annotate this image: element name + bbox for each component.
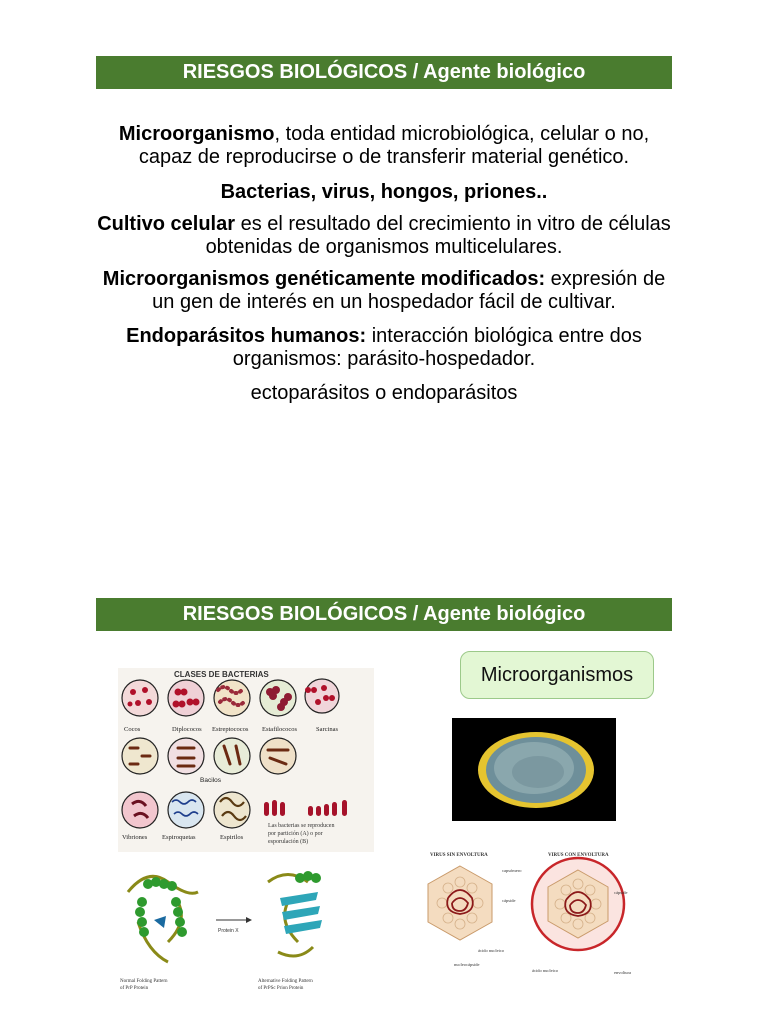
- virus-structure-figure: [418, 848, 650, 984]
- label-espiroquetas: Espiroquetas: [162, 834, 196, 841]
- bacteria-classes-drawing: [118, 668, 374, 852]
- term-endoparasitos: Endoparásitos humanos:: [126, 325, 367, 347]
- label-cocos: Cocos: [124, 726, 141, 733]
- normal-caption-line1: Normal Folding Pattern: [120, 979, 168, 984]
- normal-caption-line2: of PrP Protein: [120, 986, 149, 991]
- label-bacilos: Bacilos: [200, 777, 221, 784]
- paragraph-microorganismo: Microorganismo, toda entidad microbiológica, celular o no, capaz de reproducirse o de transferir material genético.: [118, 123, 650, 168]
- prion-protein-figure: [118, 862, 356, 998]
- virus-label-envoltura: envoltura: [614, 970, 631, 975]
- protein-x-label: Protein X: [218, 928, 239, 934]
- reproduction-note-line1: Las bacterias se reproducen: [268, 823, 335, 829]
- paragraph-ecto-endo: ectoparásitos o endoparásitos: [250, 382, 518, 404]
- term-omg: Microorganismos genéticamente modificados:: [102, 268, 546, 290]
- bacteria-title: CLASES DE BACTERIAS: [174, 670, 269, 679]
- paragraph-agentes: [20, 181, 748, 204]
- label-diplococos: Diplococos: [172, 726, 202, 733]
- label-espirilos: Espirilos: [220, 834, 244, 841]
- label-vibriones: Vibriones: [122, 834, 148, 841]
- term-cultivo-celular: Cultivo celular: [97, 213, 236, 235]
- virus-label-capside-2: cápside: [614, 890, 628, 895]
- bacteria-classes-figure: [118, 668, 374, 852]
- label-sarcinas: Sarcinas: [316, 726, 339, 733]
- paragraph-endoparasitos: Endoparásitos humanos: interacción biológica entre dos organismos: parásito-hospedador.: [126, 325, 642, 370]
- label-estafilococos: Estafilococos: [262, 726, 298, 733]
- moldy-lemon-image: [452, 718, 616, 821]
- virus-label-nucleocapside: nucleocápside: [454, 962, 480, 967]
- paragraph-cultivo-celular: Cultivo celular es el resultado del crecimiento in vitro de células obtenidas de organismos multicelulares.: [97, 213, 671, 258]
- slide1-banner: RIESGOS BIOLÓGICOS / Agente biológico: [96, 56, 672, 89]
- term-microorganismo: Microorganismo: [118, 123, 275, 145]
- virus-title-left: VIRUS SIN ENVOLTURA: [430, 853, 488, 858]
- virus-title-right: VIRUS CON ENVOLTURA: [548, 853, 609, 858]
- prion-caption-line1: Alternative Folding Pattern: [258, 979, 313, 984]
- microorganismos-box: Microorganismos: [460, 651, 654, 699]
- paragraph-omg: Microorganismos genéticamente modificados: expresión de un gen de interés en un hospedador fácil de cultivar.: [102, 268, 666, 313]
- reproduction-note-line3: esporulación (B): [268, 839, 309, 845]
- virus-label-acido-nucleico-2: ácido nucleico: [532, 968, 559, 973]
- reproduction-note-line2: por partición (A) o por: [268, 831, 323, 837]
- term-agentes: Bacterias, virus, hongos, priones..: [220, 181, 548, 203]
- prion-caption-line2: of PrPSc Prion Protein: [258, 986, 304, 991]
- label-estreptococos: Estreptococos: [212, 726, 249, 733]
- virus-label-capsomero: capsómero: [502, 868, 522, 873]
- virus-label-acido-nucleico: ácido nucleico: [478, 948, 505, 953]
- slide2-banner: RIESGOS BIOLÓGICOS / Agente biológico: [96, 598, 672, 631]
- virus-label-capside: cápside: [502, 898, 516, 903]
